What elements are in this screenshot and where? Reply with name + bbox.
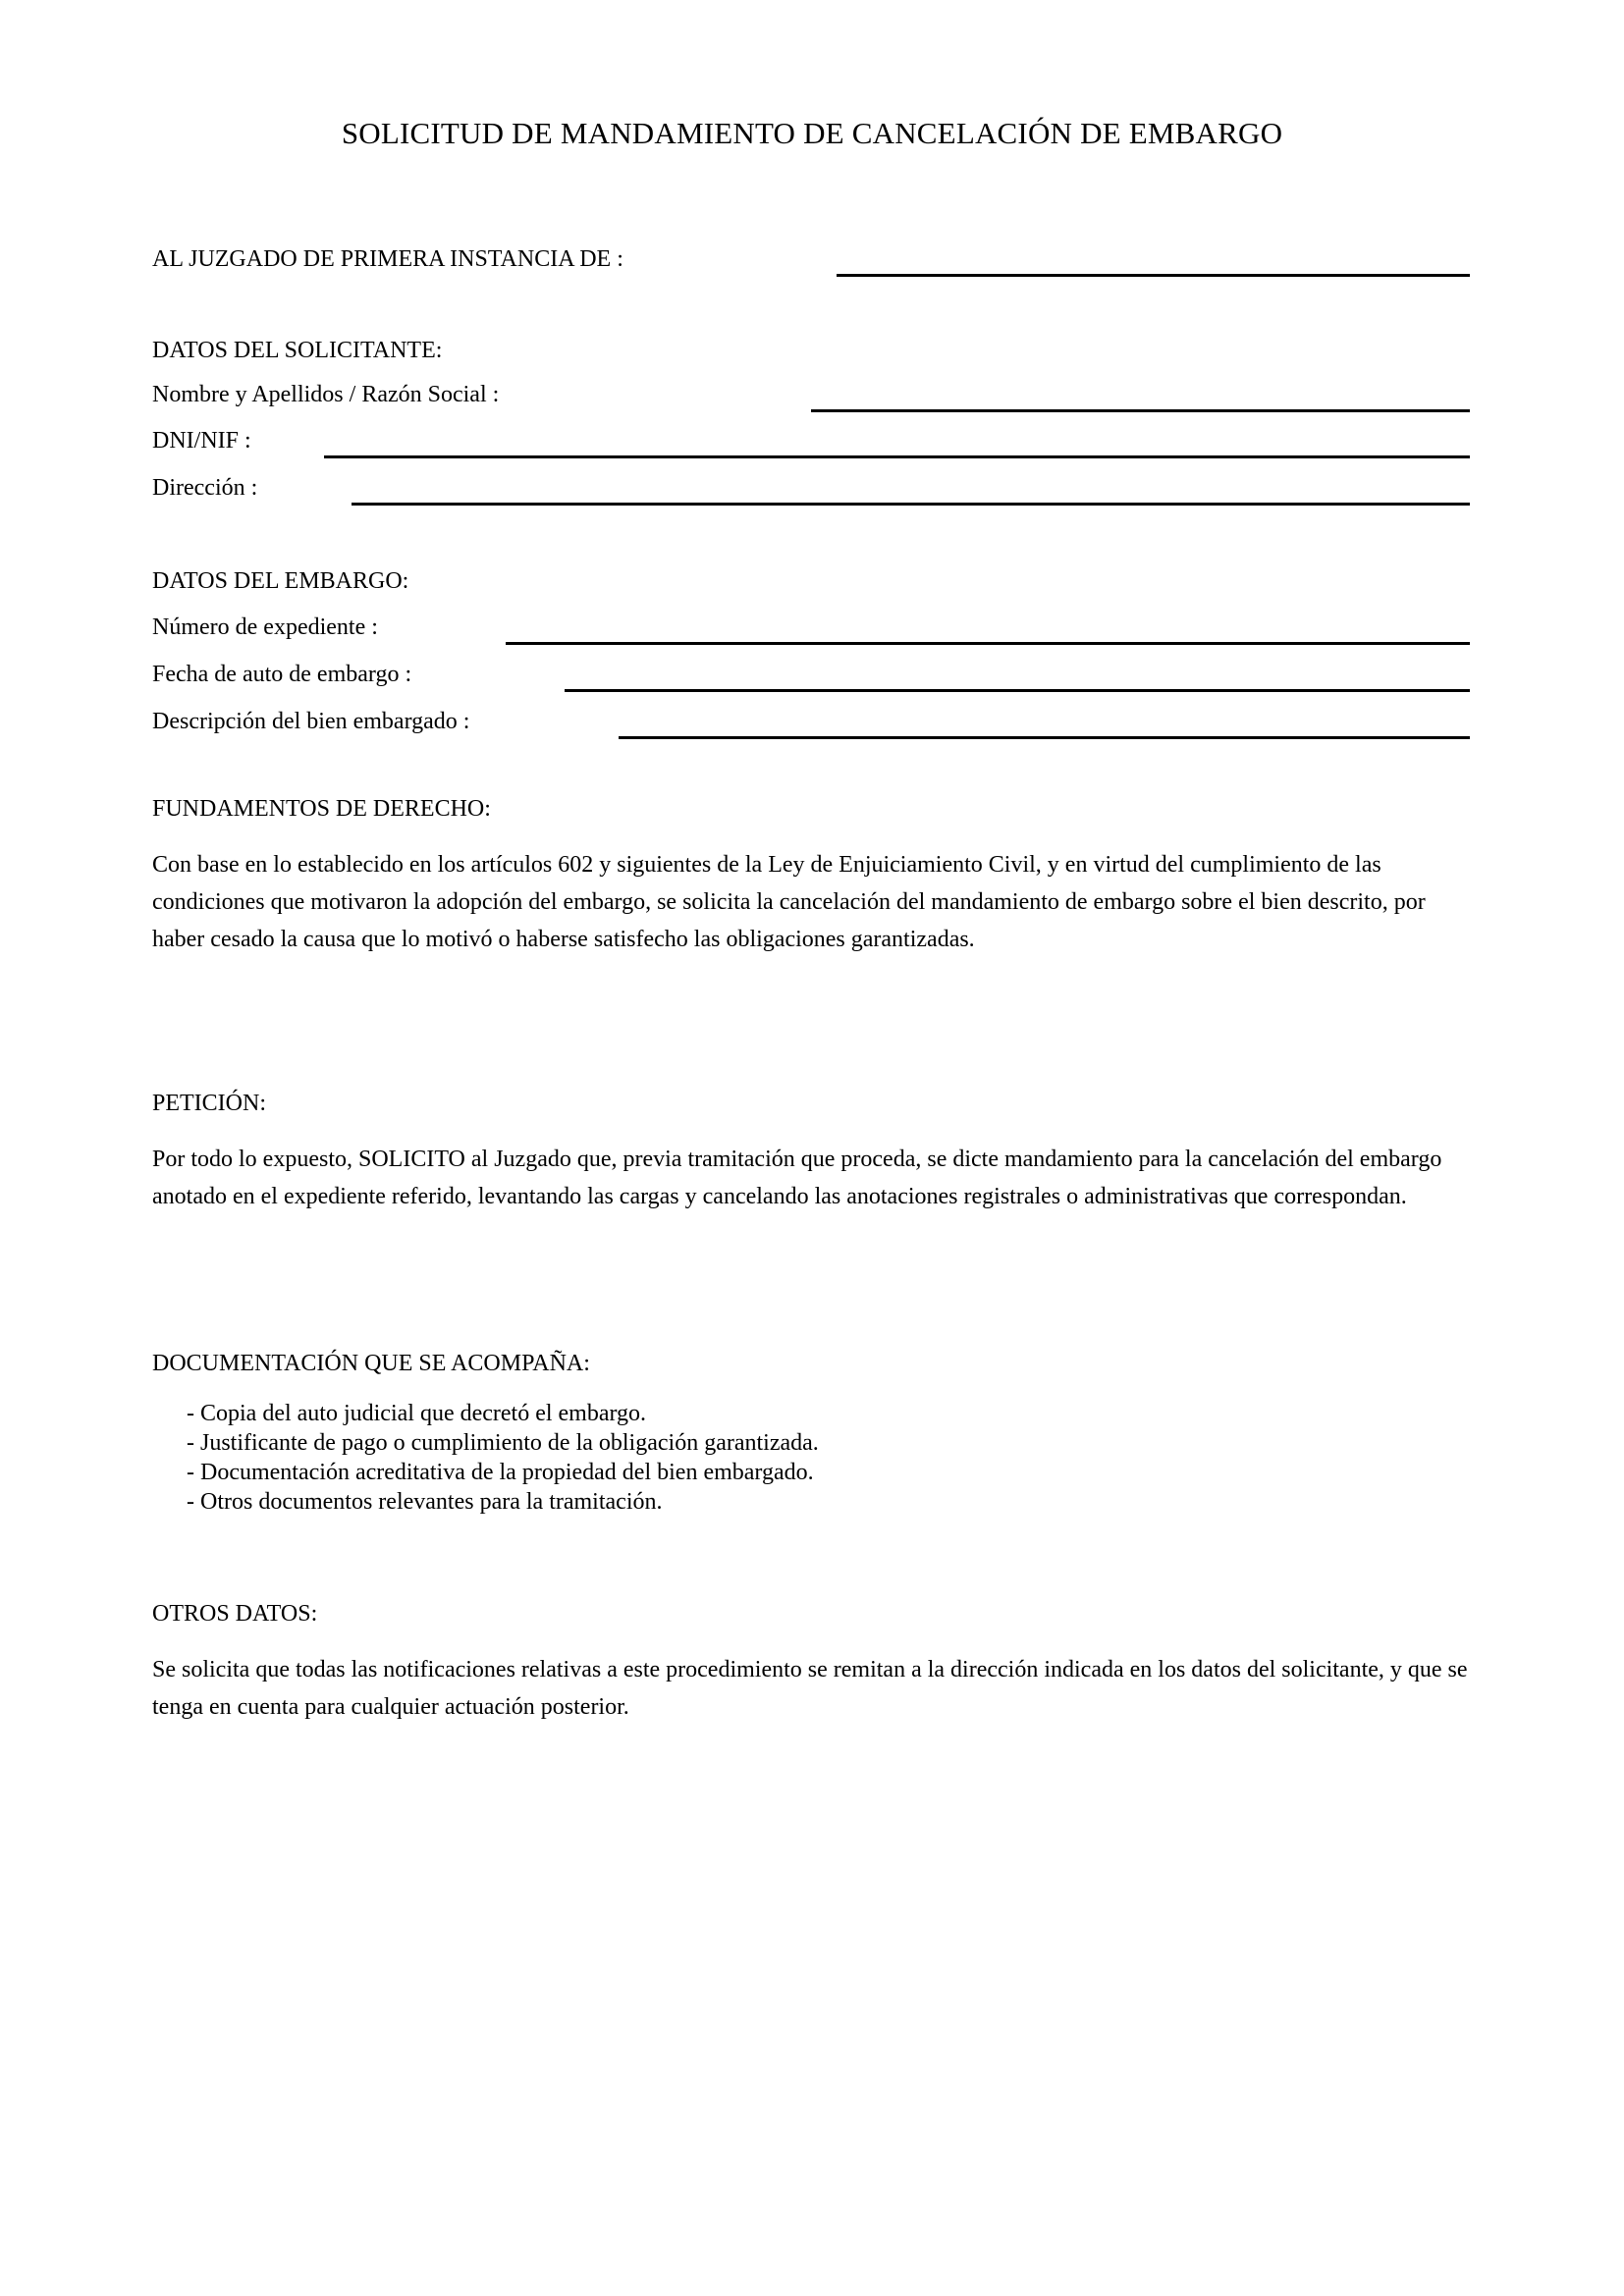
- list-item: - Copia del auto judicial que decretó el embargo.: [187, 1401, 647, 1426]
- court-label: AL JUZGADO DE PRIMERA INSTANCIA DE :: [152, 246, 623, 272]
- embargo-date-label: Fecha de auto de embargo :: [152, 662, 412, 687]
- legal-grounds-body: Con base en lo establecido en los artículos 602 y siguientes de la Ley de Enjuiciamiento Civil, y en virtud del cumplimiento de las condiciones que motivaron la adopción del embargo, se solicita la cancelación del mandamiento de embargo sobre el bien descrito, por haber cesado la causa que lo motivó o haberse satisfecho las obligaciones garantizadas.: [152, 852, 1426, 952]
- page-title: SOLICITUD DE MANDAMIENTO DE CANCELACIÓN DE EMBARGO: [341, 116, 1283, 150]
- embargo-file-number-input-rule[interactable]: [506, 642, 1470, 645]
- embargo-date-input-rule[interactable]: [565, 689, 1470, 692]
- applicant-dni-label: DNI/NIF :: [152, 428, 251, 454]
- legal-grounds-heading: FUNDAMENTOS DE DERECHO:: [152, 796, 491, 822]
- petition-heading: PETICIÓN:: [152, 1091, 266, 1116]
- embargo-section-heading: DATOS DEL EMBARGO:: [152, 568, 409, 594]
- list-item: - Otros documentos relevantes para la tramitación.: [187, 1489, 663, 1515]
- applicant-dni-input-rule[interactable]: [324, 455, 1470, 458]
- embargo-asset-input-rule[interactable]: [619, 736, 1470, 739]
- list-item: - Justificante de pago o cumplimiento de la obligación garantizada.: [187, 1430, 819, 1456]
- petition-body: Por todo lo expuesto, SOLICITO al Juzgado que, previa tramitación que proceda, se dicte mandamiento para la cancelación del embargo anotado en el expediente referido, levantando las cargas y cancelando las anotaciones registrales o administrativas que correspondan.: [152, 1147, 1442, 1209]
- attached-docs-list: [187, 1399, 1463, 1517]
- applicant-name-label: Nombre y Apellidos / Razón Social :: [152, 382, 500, 407]
- attached-docs-heading: DOCUMENTACIÓN QUE SE ACOMPAÑA:: [152, 1351, 590, 1376]
- list-item: - Documentación acreditativa de la propiedad del bien embargado.: [187, 1460, 814, 1485]
- applicant-address-label: Dirección :: [152, 475, 258, 501]
- applicant-address-input-rule[interactable]: [352, 503, 1470, 506]
- embargo-asset-label: Descripción del bien embargado :: [152, 709, 470, 734]
- other-data-heading: OTROS DATOS:: [152, 1601, 318, 1627]
- other-data-body: Se solicita que todas las notificaciones relativas a este procedimiento se remitan a la dirección indicada en los datos del solicitante, y que se tenga en cuenta para cualquier actuación posterior.: [152, 1657, 1468, 1720]
- embargo-file-number-label: Número de expediente :: [152, 614, 378, 640]
- applicant-section-heading: DATOS DEL SOLICITANTE:: [152, 338, 443, 363]
- court-input-rule[interactable]: [837, 274, 1470, 277]
- applicant-name-input-rule[interactable]: [811, 409, 1470, 412]
